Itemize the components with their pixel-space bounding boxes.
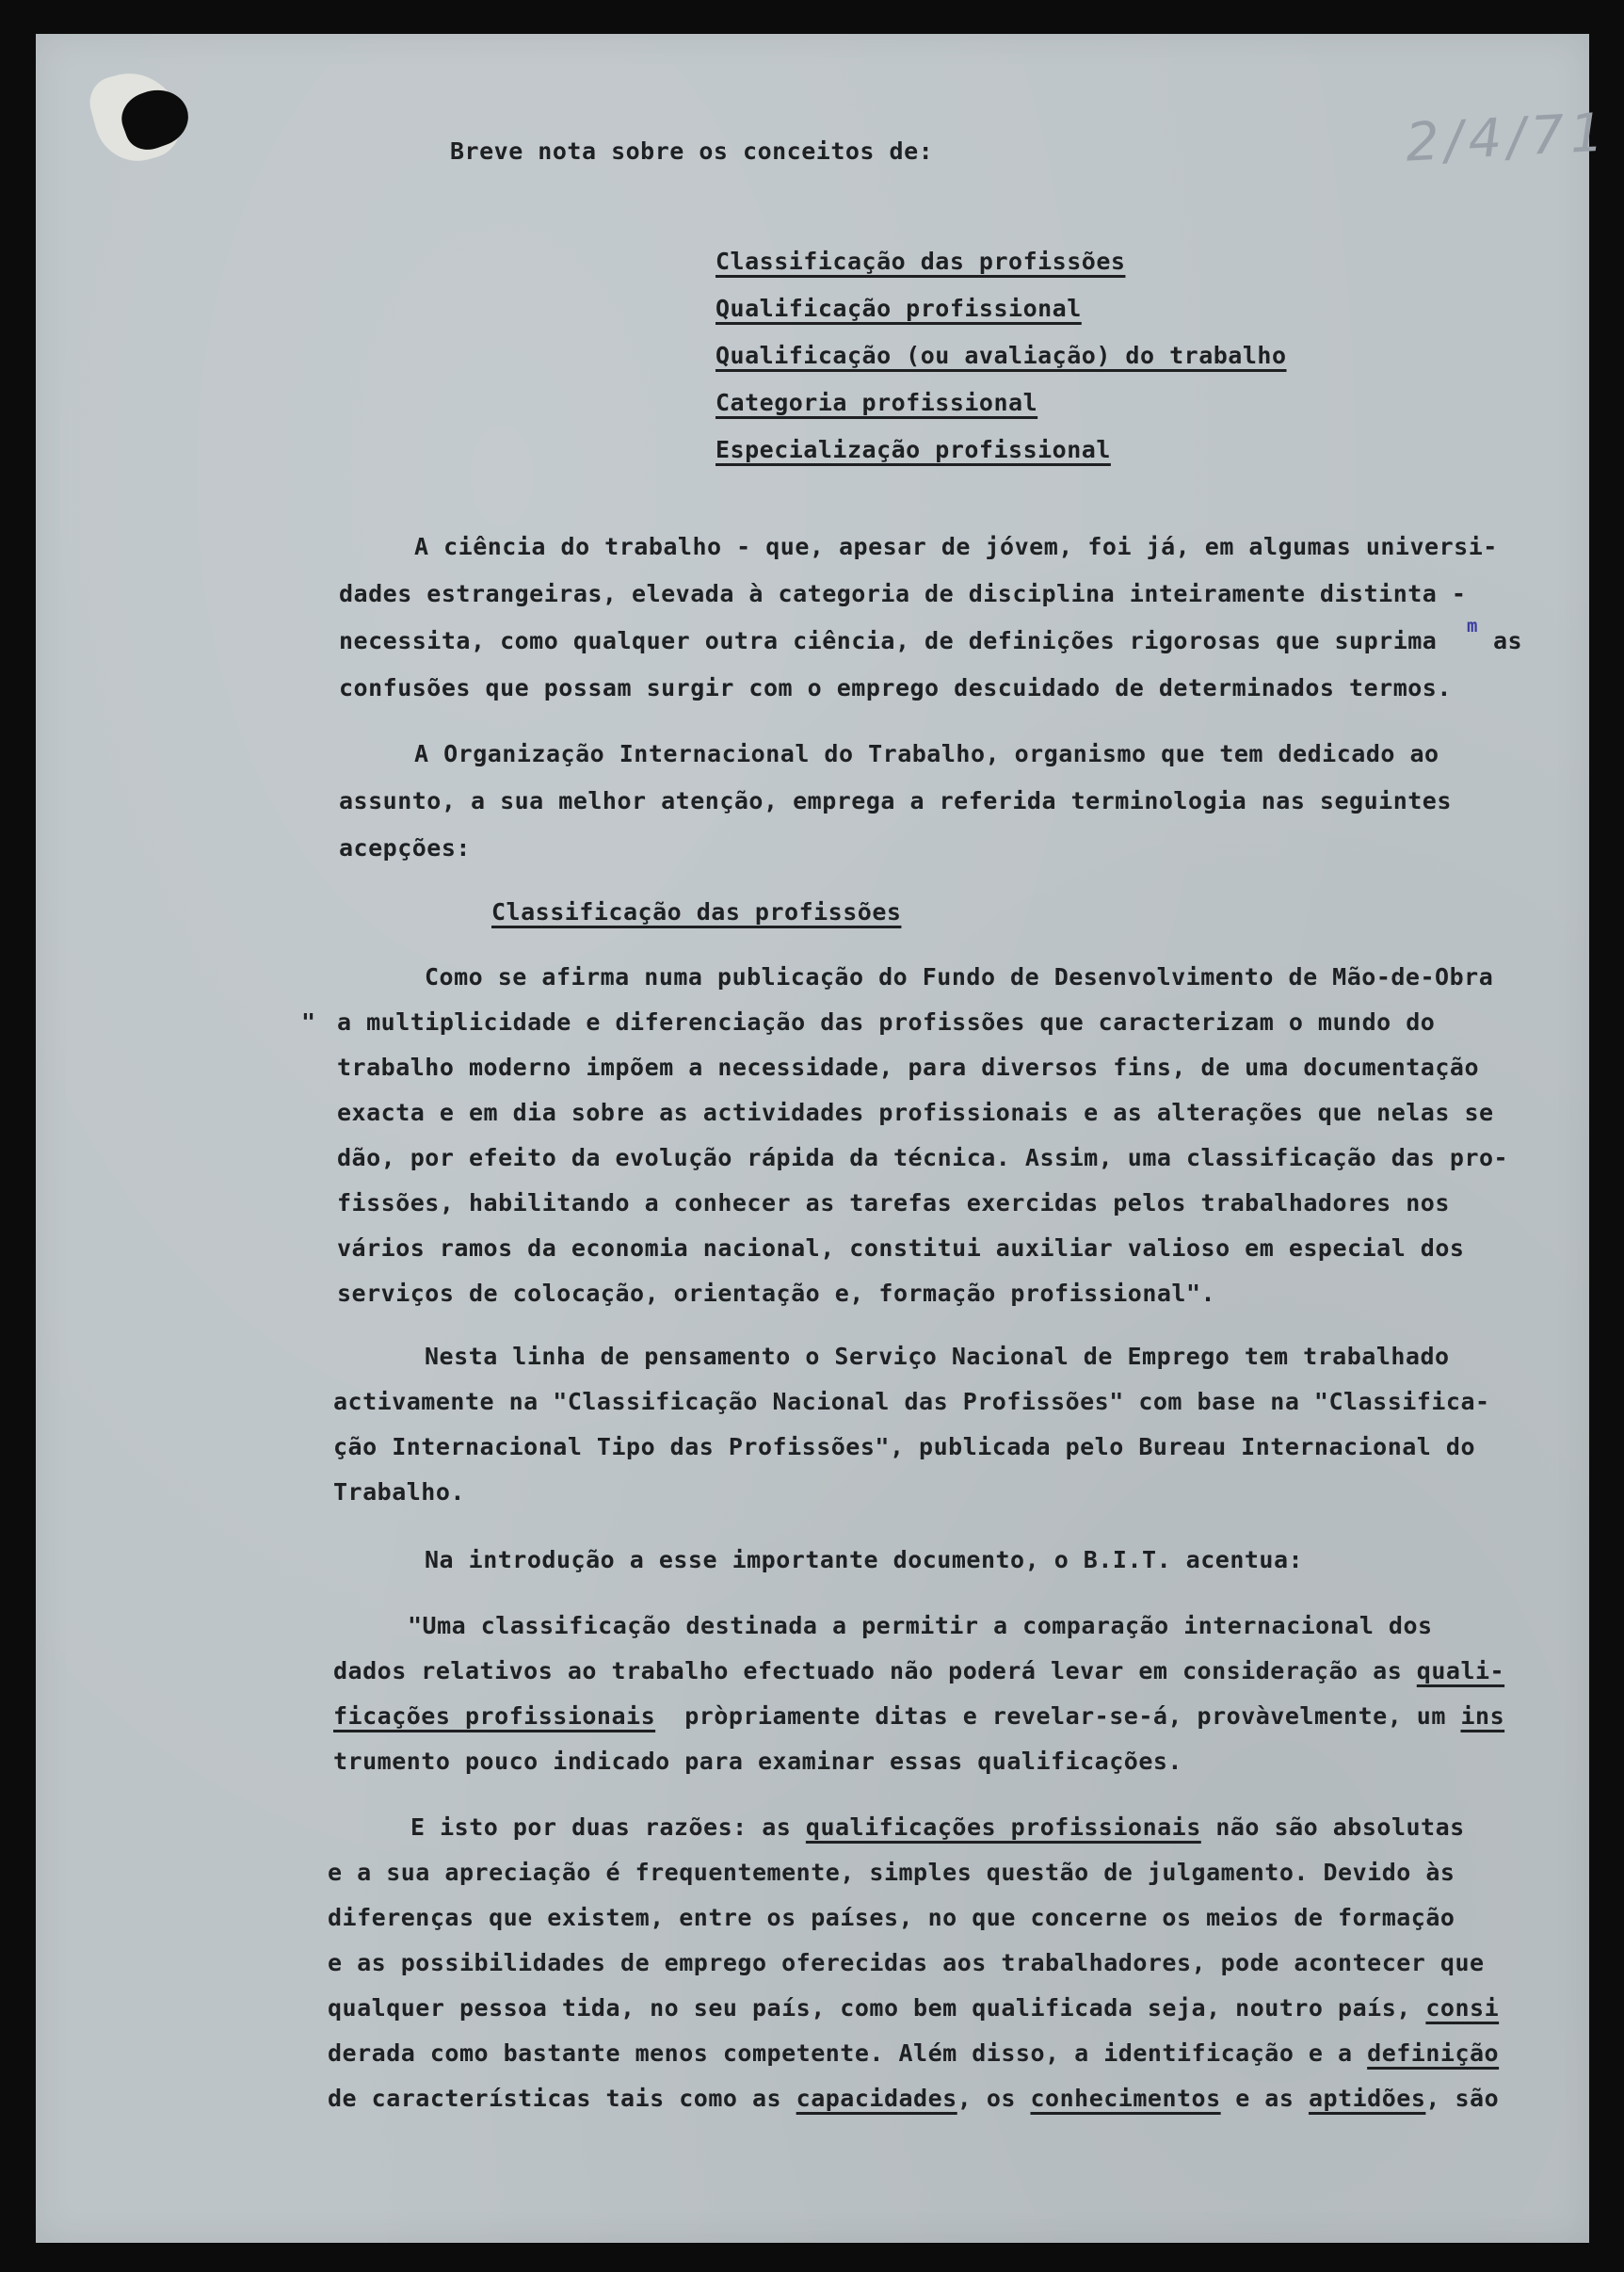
para1-line: necessita, como qualquer outra ciência, de definições rigorosas que suprima [339,627,1438,654]
para7-line: de características tais como as capacidades, os conhecimentos e as aptidões, são [328,2085,1500,2112]
para4-line: Nesta linha de pensamento o Serviço Nacional de Emprego tem trabalhado [425,1343,1450,1370]
para2-line: assunto, a sua melhor atenção, emprega a referida terminologia nas seguintes [339,787,1452,814]
para7-line: e as possibilidades de emprego oferecidas aos trabalhadores, pode acontecer que [328,1949,1485,1976]
concept-item: Categoria profissional [716,389,1038,416]
para4-line: Trabalho. [333,1478,465,1506]
para6-line: trumento pouco indicado para examinar essas qualificações. [333,1748,1182,1775]
underlined-term: qualificações profissionais [805,1813,1201,1841]
para7-line: e a sua apreciação é frequentemente, simples questão de julgamento. Devido às [328,1859,1455,1886]
concept-item: Classificação das profissões [716,248,1126,275]
para3-line: serviços de colocação, orientação e, formação profissional". [337,1280,1216,1307]
para5-line: Na introdução a esse importante documento, o B.I.T. acentua: [425,1546,1304,1573]
underlined-term: consi [1425,1994,1500,2022]
section-title: Classificação das profissões [491,898,902,926]
underlined-term: definição [1367,2039,1500,2067]
para1-line: confusões que possam surgir com o emprego descuidado de determinados termos. [339,674,1452,701]
underlined-term: ficações profissionais [333,1702,656,1730]
para4-line: activamente na "Classificação Nacional das Profissões" com base na "Classifica- [333,1388,1490,1415]
para3-line: a multiplicidade e diferenciação das profissões que caracterizam o mundo do [337,1008,1436,1036]
para3-line: vários ramos da economia nacional, constitui auxiliar valioso em especial dos [337,1234,1465,1262]
para3-line: fissões, habilitando a conhecer as tarefas exercidas pelos trabalhadores nos [337,1189,1450,1217]
para2-line: acepções: [339,834,471,862]
para6-line: "Uma classificação destinada a permitir a comparação internacional dos [408,1612,1433,1639]
para1-line: dades estrangeiras, elevada à categoria de disciplina inteiramente distinta - [339,580,1467,607]
pen-correction: m [1467,616,1478,636]
para7-line: E isto por duas razões: as qualificações profissionais não são absolutas [410,1813,1465,1841]
para7-line: diferenças que existem, entre os países, no que concerne os meios de formação [328,1904,1455,1931]
para3-line: trabalho moderno impõem a necessidade, para diversos fins, de uma documentação [337,1054,1479,1081]
concept-item: Especialização profissional [716,436,1111,463]
para6-line: ficações profissionais pròpriamente ditas e revelar-se-á, provàvelmente, um ins [333,1702,1505,1730]
concept-item: Qualificação (ou avaliação) do trabalho [716,342,1287,369]
para7-line: qualquer pessoa tida, no seu país, como bem qualificada seja, noutro país, consi [328,1994,1500,2022]
concept-item: Qualificação profissional [716,295,1082,322]
para1-line: A ciência do trabalho - que, apesar de jóvem, foi já, em algumas universi- [414,533,1498,560]
underlined-term: quali- [1416,1657,1505,1684]
para7-line: derada como bastante menos competente. Além disso, a identificação e a definição [328,2039,1500,2067]
para3-line: dão, por efeito da evolução rápida da técnica. Assim, uma classificação das pro- [337,1144,1509,1171]
para2-line: A Organização Internacional do Trabalho, organismo que tem dedicado ao [414,740,1439,767]
handwritten-date: 2/4/71 [1404,102,1611,174]
opening-quote-mark: " [301,1008,316,1036]
heading: Breve nota sobre os conceitos de: [450,137,934,165]
para4-line: ção Internacional Tipo das Profissões", publicada pelo Bureau Internacional do [333,1433,1475,1460]
para6-line: dados relativos ao trabalho efectuado não poderá levar em consideração as quali- [333,1657,1505,1684]
para1-line: as [1493,627,1523,654]
para3-line: exacta e em dia sobre as actividades profissionais e as alterações que nelas se [337,1099,1494,1126]
underlined-term: capacidades [796,2085,957,2112]
para3-line: Como se afirma numa publicação do Fundo de Desenvolvimento de Mão-de-Obra [425,963,1494,991]
underlined-term: aptidões [1308,2085,1426,2112]
document-page [36,34,1611,2243]
underlined-term: conhecimentos [1030,2085,1221,2112]
